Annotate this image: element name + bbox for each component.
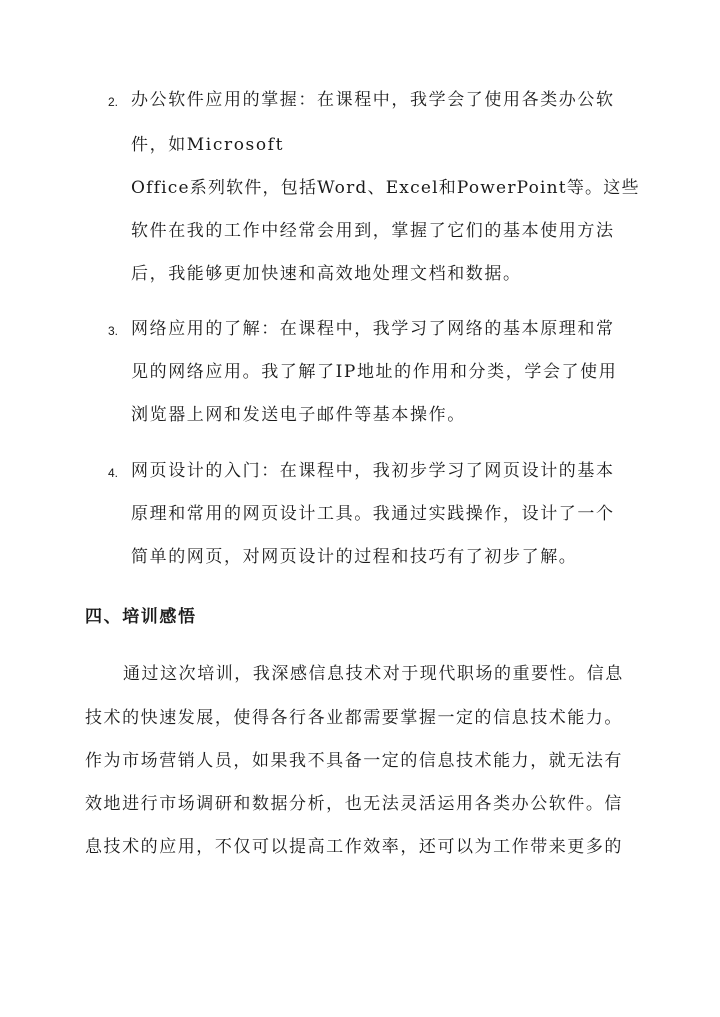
paragraph-line: 通过这次培训，我深感信息技术对于现代职场的重要性。信息 <box>123 664 624 684</box>
list-text-line: 简单的网页，对网页设计的过程和技巧有了初步了解。 <box>131 547 578 567</box>
list-text-line: 软件在我的工作中经常会用到，掌握了它们的基本使用方法 <box>131 221 615 241</box>
list-text-line: 原理和常用的网页设计工具。我通过实践操作，设计了一个 <box>131 504 615 524</box>
list-number: 3. <box>108 324 119 338</box>
list-text-line: 件，如Microsoft <box>131 135 285 155</box>
paragraph-line: 技术的快速发展，使得各行各业都需要掌握一定的信息技术能力。 <box>85 708 623 728</box>
list-text-line: 见的网络应用。我了解了IP地址的作用和分类，学会了使用 <box>131 362 618 382</box>
list-text-line: 网页设计的入门：在课程中，我初步学习了网页设计的基本 <box>131 461 615 481</box>
section-heading: 四、培训感悟 <box>85 607 197 627</box>
list-text-line: 后，我能够更加快速和高效地处理文档和数据。 <box>131 264 522 284</box>
list-text-line: 浏览器上网和发送电子邮件等基本操作。 <box>131 405 466 425</box>
list-text-line: Office系列软件，包括Word、Excel和PowerPoint等。这些 <box>131 178 640 198</box>
list-text-line: 办公软件应用的掌握：在课程中，我学会了使用各类办公软 <box>131 90 615 110</box>
paragraph-line: 息技术的应用，不仅可以提高工作效率，还可以为工作带来更多的 <box>85 837 623 857</box>
list-number: 4. <box>108 466 119 480</box>
paragraph-line: 作为市场营销人员，如果我不具备一定的信息技术能力，就无法有 <box>85 751 623 771</box>
list-text-line: 网络应用的了解：在课程中，我学习了网络的基本原理和常 <box>131 319 615 339</box>
list-number: 2. <box>108 95 119 109</box>
paragraph-line: 效地进行市场调研和数据分析，也无法灵活运用各类办公软件。信 <box>85 794 623 814</box>
